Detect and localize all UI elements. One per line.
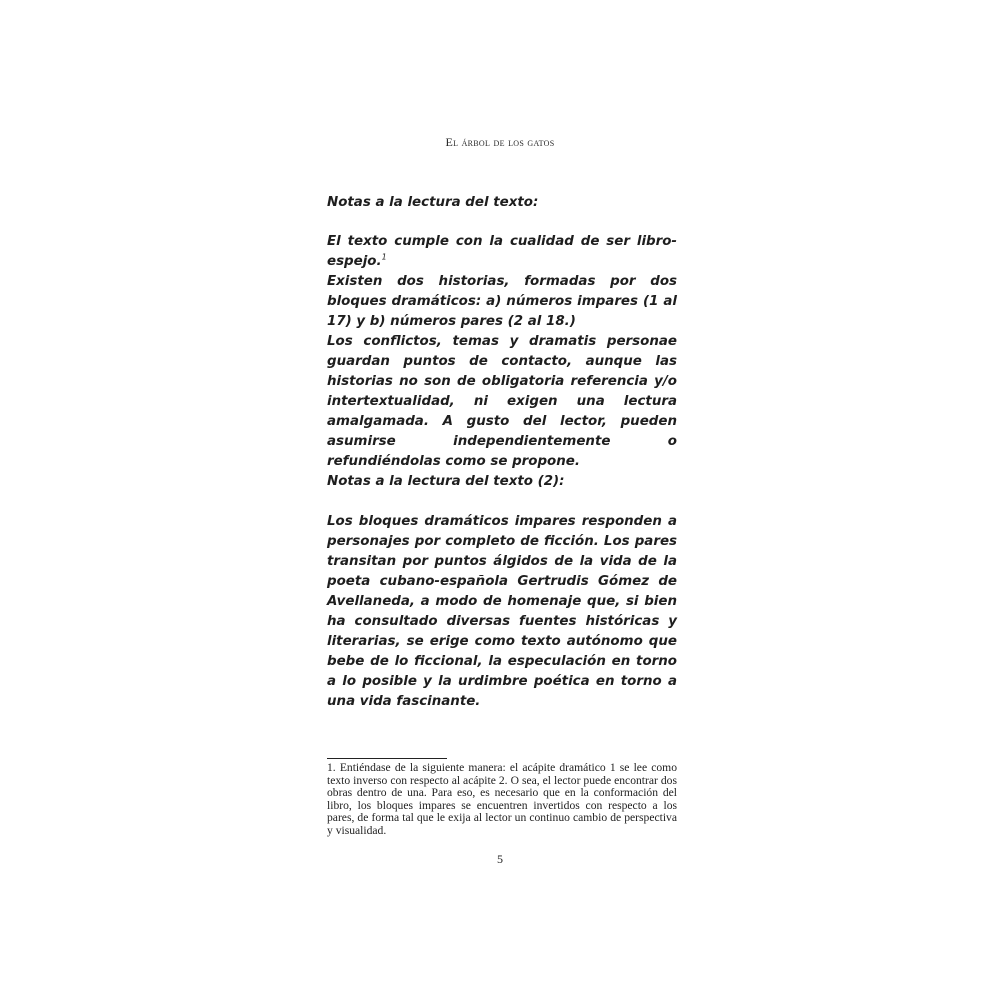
paragraph-intro <box>327 232 677 272</box>
paragraph-conflicts: Los conflictos, temas y dramatis personae guardan puntos de contacto, aunque las historias no son de obligatoria referencia y/o intertextualidad, ni exigen una lectura amalgamada. A gusto del lector, pueden asumirse independientemente o refundiéndolas como se propone. <box>327 334 677 469</box>
section-body-1 <box>327 232 677 472</box>
section-body-2 <box>327 512 677 712</box>
section-heading-1: Notas a la lectura del texto: <box>327 195 539 210</box>
page-number: 5 <box>497 852 503 866</box>
paragraph-blocks: Los bloques dramáticos impares responden a personajes por completo de ficción. Los pares transitan por puntos álgidos de la vida de la poeta cubano-española Gertrudis Gómez de Avellaneda, a modo de homenaje que, si bien ha consultado diversas fuentes históricas y literarias, se erige como texto autónomo que bebe de lo ficcional, la especulación en torno a lo posible y la urdimbre poética en torno a una vida fascinante. <box>327 514 677 709</box>
footnote-divider <box>327 758 447 759</box>
paragraph-stories: Existen dos historias, formadas por dos bloques dramáticos: a) números impares (1 al 17) y b) números pares (2 al 18.) <box>327 274 677 329</box>
footnote-reference: 1 <box>381 252 387 262</box>
paragraph-intro-text: El texto cumple con la cualidad de ser libro-espejo. <box>327 234 677 269</box>
running-head: El árbol de los gatos <box>445 135 555 149</box>
footnote: 1. Entiéndase de la siguiente manera: el acápite dramático 1 se lee como texto inverso con respecto al acápite 2. O sea, el lector puede encontrar dos obras dentro de una. Para eso, es necesario que en la conformación del libro, los bloques impares se encuentren invertidos con respecto a los pares, de forma tal que le exija al lector un continuo cambio de perspectiva y visualidad. <box>327 761 677 837</box>
section-heading-2: Notas a la lectura del texto (2): <box>327 474 565 489</box>
